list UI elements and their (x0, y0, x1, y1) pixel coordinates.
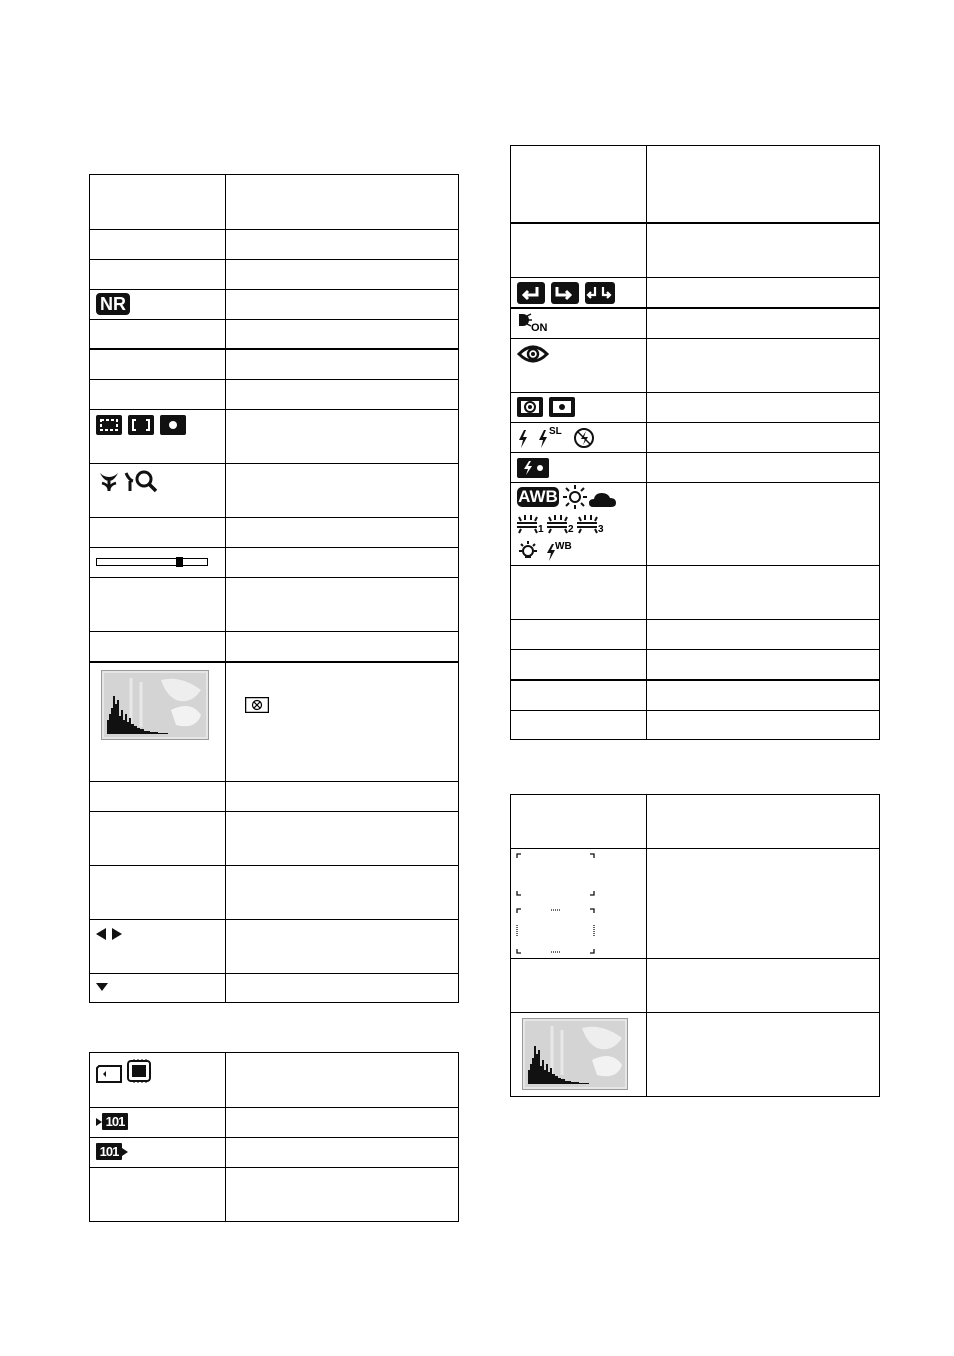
fluorescent-1-label: 1 (538, 524, 544, 535)
nr-icon: NR (96, 293, 130, 315)
flash-mode-icons (517, 428, 607, 450)
table-row (90, 260, 458, 290)
folder-next-arrow-icon (122, 1143, 130, 1161)
table-row (90, 782, 458, 812)
table-row (90, 974, 458, 1004)
folder-number-icon: 101 (96, 1143, 122, 1160)
table-row (511, 681, 879, 711)
red-eye-on-label: ON (531, 322, 548, 334)
memory-card-icon (96, 1059, 156, 1083)
table-row (511, 620, 879, 650)
table-row (90, 632, 458, 663)
indicator-table-left-1 (89, 174, 459, 1003)
metering-mode-icons (517, 397, 581, 419)
table-row (90, 230, 458, 260)
arrow-left-right-icon (96, 928, 126, 940)
table-row (511, 423, 879, 453)
table-header-row (511, 795, 879, 849)
arrow-down-icon (96, 983, 110, 993)
af-range-finder-icons (96, 415, 192, 435)
macro-icon (96, 469, 160, 493)
table-row (511, 650, 879, 681)
table-row (90, 1108, 458, 1138)
table-row (511, 711, 879, 741)
fluorescent-2-label: 2 (568, 524, 574, 535)
auto-white-balance-icon: AWB (518, 487, 558, 506)
table-row (90, 320, 458, 350)
slow-sync-label: SL (549, 426, 562, 437)
table-row (511, 309, 879, 339)
table-row (511, 339, 879, 393)
table-row (90, 1053, 458, 1108)
table-row (90, 290, 458, 320)
table-row (90, 866, 458, 920)
table-row (90, 518, 458, 548)
table-row (511, 278, 879, 309)
table-header-row (90, 175, 458, 230)
table-row (511, 393, 879, 423)
table-row (90, 1168, 458, 1223)
error-icon (245, 697, 269, 713)
table-row (511, 453, 879, 483)
table-row (90, 920, 458, 974)
table-row (90, 464, 458, 518)
table-row (90, 350, 458, 380)
table-header-row (511, 146, 879, 224)
folder-icons (517, 282, 617, 304)
table-row (90, 410, 458, 464)
table-row (511, 483, 879, 566)
folder-number-icon: 101 (102, 1113, 128, 1130)
fluorescent-3-label: 3 (598, 524, 604, 535)
fluorescent-icons (517, 515, 607, 535)
table-row (511, 1013, 879, 1098)
flash-wb-label: WB (555, 541, 572, 552)
table-row (90, 548, 458, 578)
table-row (511, 959, 879, 1013)
table-row (511, 849, 879, 959)
red-eye-icon (517, 344, 551, 364)
table-row (90, 1138, 458, 1168)
histogram-icon (101, 670, 209, 740)
flash-level-icon (517, 458, 551, 478)
indicator-table-left-2 (89, 1052, 459, 1222)
af-frame-icons (516, 853, 596, 955)
histogram-icon (522, 1018, 628, 1090)
indicator-table-right-1 (510, 145, 880, 740)
zoom-scale-bar (96, 557, 209, 567)
table-row (90, 812, 458, 866)
table-row (90, 578, 458, 632)
white-balance-icons (563, 485, 623, 509)
table-row (511, 566, 879, 620)
table-row (90, 380, 458, 410)
indicator-table-right-2 (510, 794, 880, 1097)
table-row (511, 224, 879, 278)
table-row (90, 663, 458, 782)
